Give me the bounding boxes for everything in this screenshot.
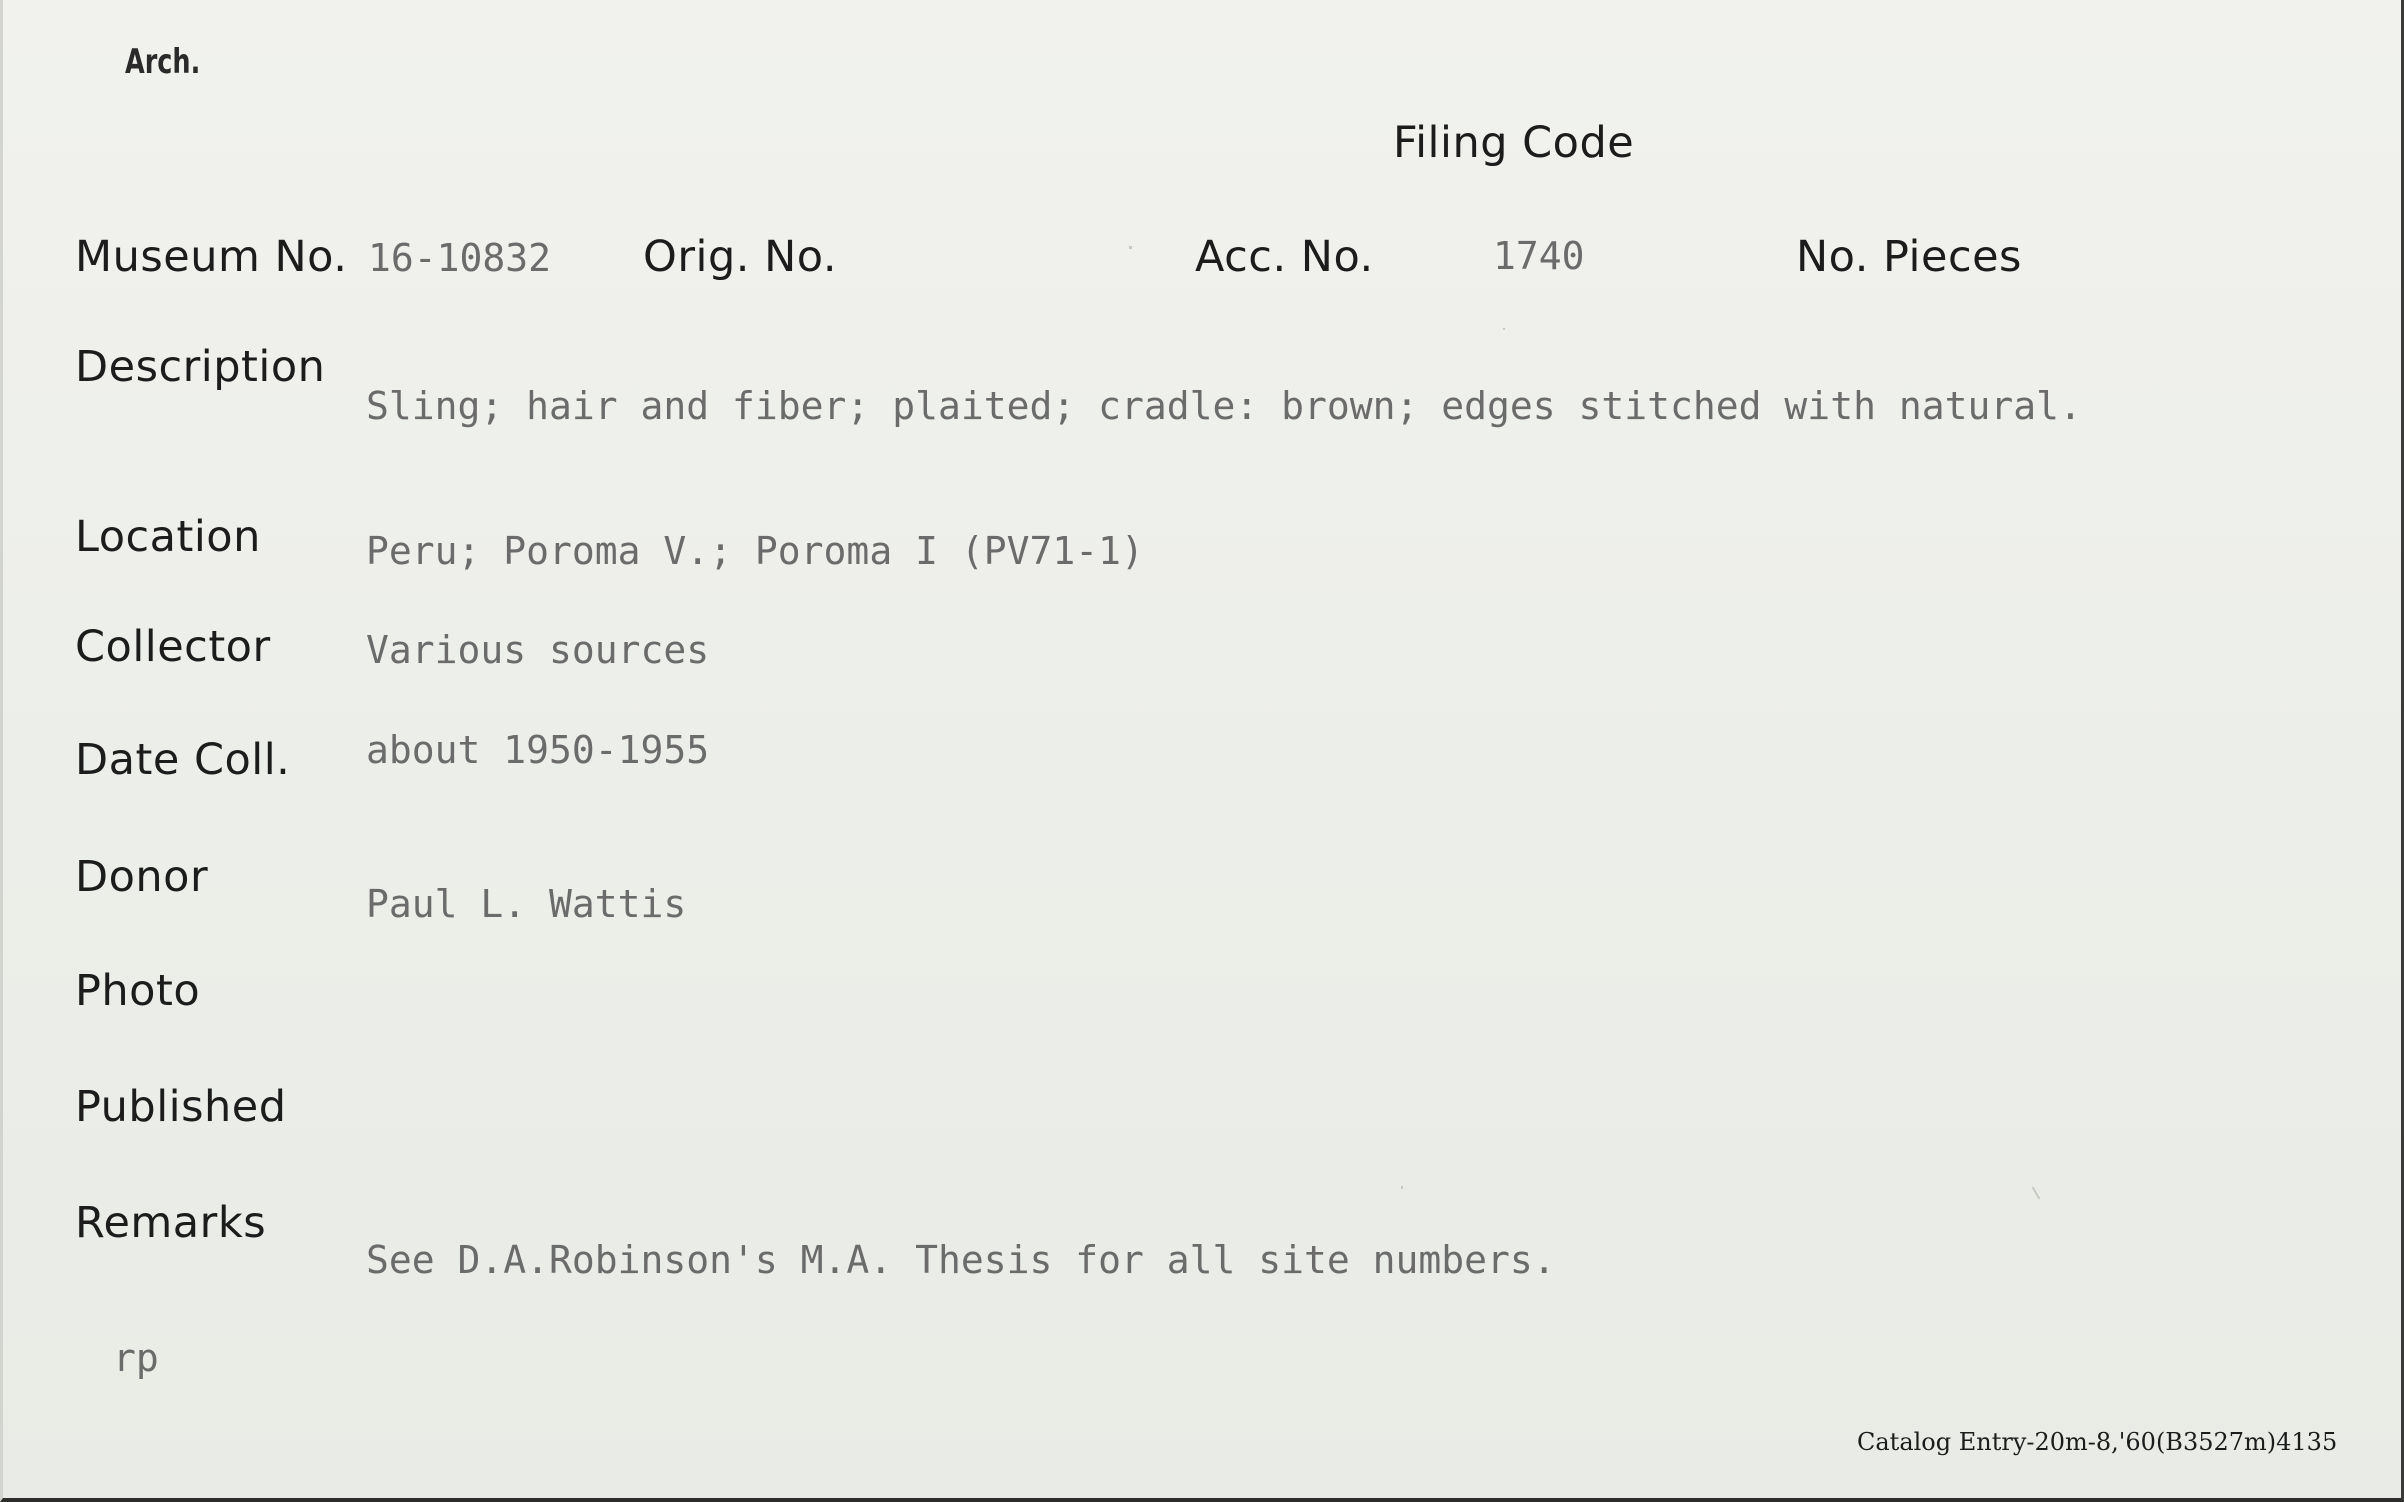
- collector-value: Various sources: [366, 628, 710, 672]
- donor-value: Paul L. Wattis: [366, 882, 687, 926]
- remarks-value: See D.A.Robinson's M.A. Thesis for all site numbers.: [366, 1238, 1556, 1282]
- published-label: Published: [75, 1082, 287, 1132]
- paper-speck: [2032, 1186, 2041, 1199]
- collector-label: Collector: [75, 622, 271, 672]
- photo-label: Photo: [75, 966, 201, 1016]
- filing-code-label: Filing Code: [1393, 118, 1635, 168]
- museum-no-value: 16-10832: [368, 236, 552, 280]
- paper-speck: [1129, 246, 1132, 249]
- donor-label: Donor: [75, 852, 209, 902]
- museum-no-label: Museum No.: [75, 232, 348, 282]
- typist-initials: rp: [113, 1336, 159, 1380]
- paper-speck: [1503, 328, 1505, 330]
- date-collected-value: about 1950-1955: [366, 728, 710, 772]
- paper-speck: [1401, 1186, 1403, 1189]
- location-label: Location: [75, 512, 261, 562]
- date-collected-label: Date Coll.: [75, 735, 291, 785]
- acc-no-value: 1740: [1493, 234, 1585, 278]
- remarks-label: Remarks: [75, 1198, 267, 1248]
- orig-no-label: Orig. No.: [643, 232, 837, 282]
- catalog-footer: Catalog Entry-20m-8,'60(B3527m)4135: [1857, 1428, 2338, 1456]
- acc-no-label: Acc. No.: [1195, 232, 1374, 282]
- description-label: Description: [75, 342, 326, 392]
- no-pieces-label: No. Pieces: [1796, 232, 2022, 282]
- department-mark: Arch.: [125, 42, 201, 82]
- description-value: Sling; hair and fiber; plaited; cradle: brown; edges stitched with natural.: [366, 384, 2082, 428]
- location-value: Peru; Poroma V.; Poroma I (PV71-1): [366, 529, 1144, 573]
